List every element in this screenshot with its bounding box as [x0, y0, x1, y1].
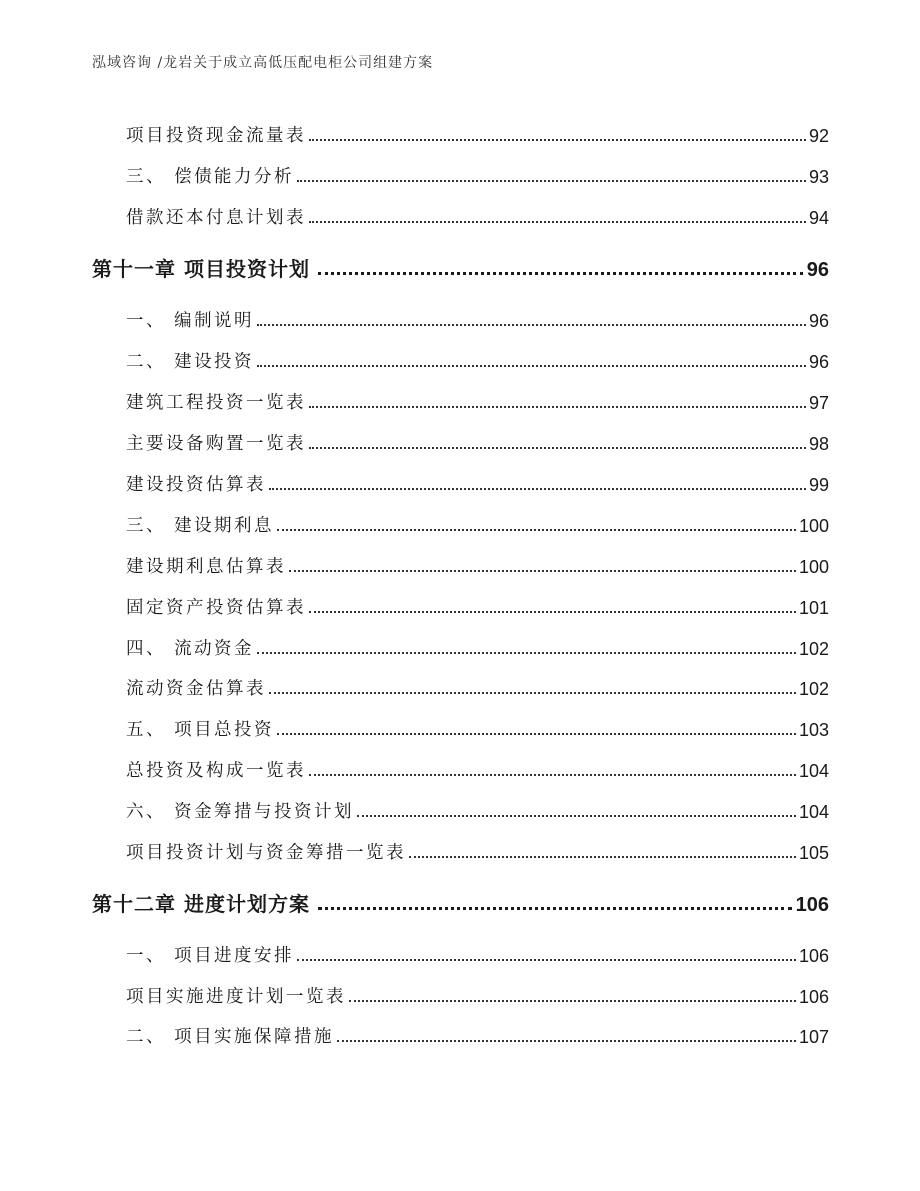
dot-leader — [257, 364, 806, 367]
toc-entry-label: 总投资及构成一览表 — [126, 761, 306, 781]
toc-chapter-label: 第十一章 项目投资计划 — [92, 257, 310, 281]
toc-entry[interactable] — [126, 347, 829, 373]
toc-entry[interactable] — [126, 306, 829, 332]
toc-chapter-entry[interactable] — [92, 252, 829, 282]
toc-chapter-page: 96 — [806, 259, 829, 281]
toc-entry-label: 二、 建设投资 — [126, 352, 255, 372]
dot-leader — [309, 138, 806, 141]
toc-entry[interactable] — [126, 121, 829, 147]
dot-leader — [309, 610, 796, 613]
dot-leader — [297, 179, 806, 182]
toc-entry-label: 二、 项目实施保障措施 — [126, 1027, 335, 1047]
toc-entry-label: 建筑工程投资一览表 — [126, 393, 306, 413]
toc-entry-page: 97 — [808, 393, 829, 413]
toc-entry-label: 一、 项目进度安排 — [126, 946, 295, 966]
dot-leader — [297, 958, 796, 961]
toc-chapter-label: 第十二章 进度计划方案 — [92, 892, 310, 916]
toc-entry-label: 借款还本付息计划表 — [126, 208, 306, 228]
dot-leader — [337, 1039, 796, 1042]
toc-entry-page: 100 — [798, 557, 829, 577]
running-header: 泓域咨询 /龙岩关于成立高低压配电柜公司组建方案 — [92, 55, 434, 71]
toc-chapter-entry[interactable] — [92, 887, 829, 917]
toc-entry-page: 106 — [798, 946, 829, 966]
dot-leader — [409, 855, 796, 858]
toc-entry[interactable] — [126, 429, 829, 455]
toc-entry-page: 101 — [798, 598, 829, 618]
toc-entry[interactable] — [126, 674, 829, 700]
dot-leader — [318, 906, 792, 910]
dot-leader — [309, 220, 806, 223]
toc-entry-page: 104 — [798, 802, 829, 822]
toc-entry[interactable] — [126, 511, 829, 537]
toc-entry-label: 六、 资金筹措与投资计划 — [126, 802, 355, 822]
toc-chapter-page: 106 — [795, 894, 829, 916]
toc-entry[interactable] — [126, 715, 829, 741]
dot-leader — [309, 405, 806, 408]
toc-entry[interactable] — [126, 797, 829, 823]
toc-entry-page: 96 — [808, 311, 829, 331]
toc-entry-page: 102 — [798, 639, 829, 659]
toc-entry-label: 建设投资估算表 — [126, 475, 266, 495]
toc-entry-page: 94 — [808, 208, 829, 228]
toc-entry[interactable] — [126, 203, 829, 229]
toc-entry[interactable] — [126, 982, 829, 1008]
toc-entry-page: 107 — [798, 1027, 829, 1047]
toc-entry-page: 104 — [798, 761, 829, 781]
toc-entry[interactable] — [126, 634, 829, 660]
toc-entry-page: 102 — [798, 679, 829, 699]
toc-entry[interactable] — [126, 470, 829, 496]
dot-leader — [277, 528, 796, 531]
toc-entry[interactable] — [126, 941, 829, 967]
toc-entry-label: 项目投资计划与资金筹措一览表 — [126, 843, 406, 863]
dot-leader — [277, 732, 796, 735]
toc-entry-page: 98 — [808, 434, 829, 454]
dot-leader — [269, 691, 796, 694]
toc-entry-label: 建设期利息估算表 — [126, 557, 286, 577]
toc-entry[interactable] — [126, 552, 829, 578]
dot-leader — [318, 271, 803, 275]
toc-entry-label: 项目实施进度计划一览表 — [126, 987, 346, 1007]
toc-entry[interactable] — [126, 756, 829, 782]
toc-entry[interactable] — [126, 838, 829, 864]
dot-leader — [289, 569, 796, 572]
dot-leader — [357, 814, 796, 817]
toc-entry[interactable] — [126, 1022, 829, 1048]
toc-entry-label: 三、 建设期利息 — [126, 516, 275, 536]
toc-entry-label: 流动资金估算表 — [126, 679, 266, 699]
toc-entry-page: 93 — [808, 167, 829, 187]
toc-entry-page: 103 — [798, 720, 829, 740]
dot-leader — [309, 446, 806, 449]
toc-entry[interactable] — [126, 162, 829, 188]
dot-leader — [309, 773, 796, 776]
dot-leader — [257, 323, 806, 326]
dot-leader — [269, 487, 806, 490]
toc-entry-label: 五、 项目总投资 — [126, 720, 275, 740]
dot-leader — [349, 999, 796, 1002]
toc-entry-label: 固定资产投资估算表 — [126, 598, 306, 618]
toc-entry-label: 四、 流动资金 — [126, 639, 255, 659]
toc-entry-page: 100 — [798, 516, 829, 536]
toc-entry-label: 一、 编制说明 — [126, 311, 255, 331]
toc-entry-page: 106 — [798, 987, 829, 1007]
toc-entry-page: 92 — [808, 126, 829, 146]
toc-entry-page: 96 — [808, 352, 829, 372]
toc-entry[interactable] — [126, 593, 829, 619]
dot-leader — [257, 651, 796, 654]
toc-entry[interactable] — [126, 388, 829, 414]
toc-entry-label: 项目投资现金流量表 — [126, 126, 306, 146]
toc-entry-page: 99 — [808, 475, 829, 495]
toc-entry-label: 主要设备购置一览表 — [126, 434, 306, 454]
toc-entry-label: 三、 偿债能力分析 — [126, 167, 295, 187]
toc-entry-page: 105 — [798, 843, 829, 863]
